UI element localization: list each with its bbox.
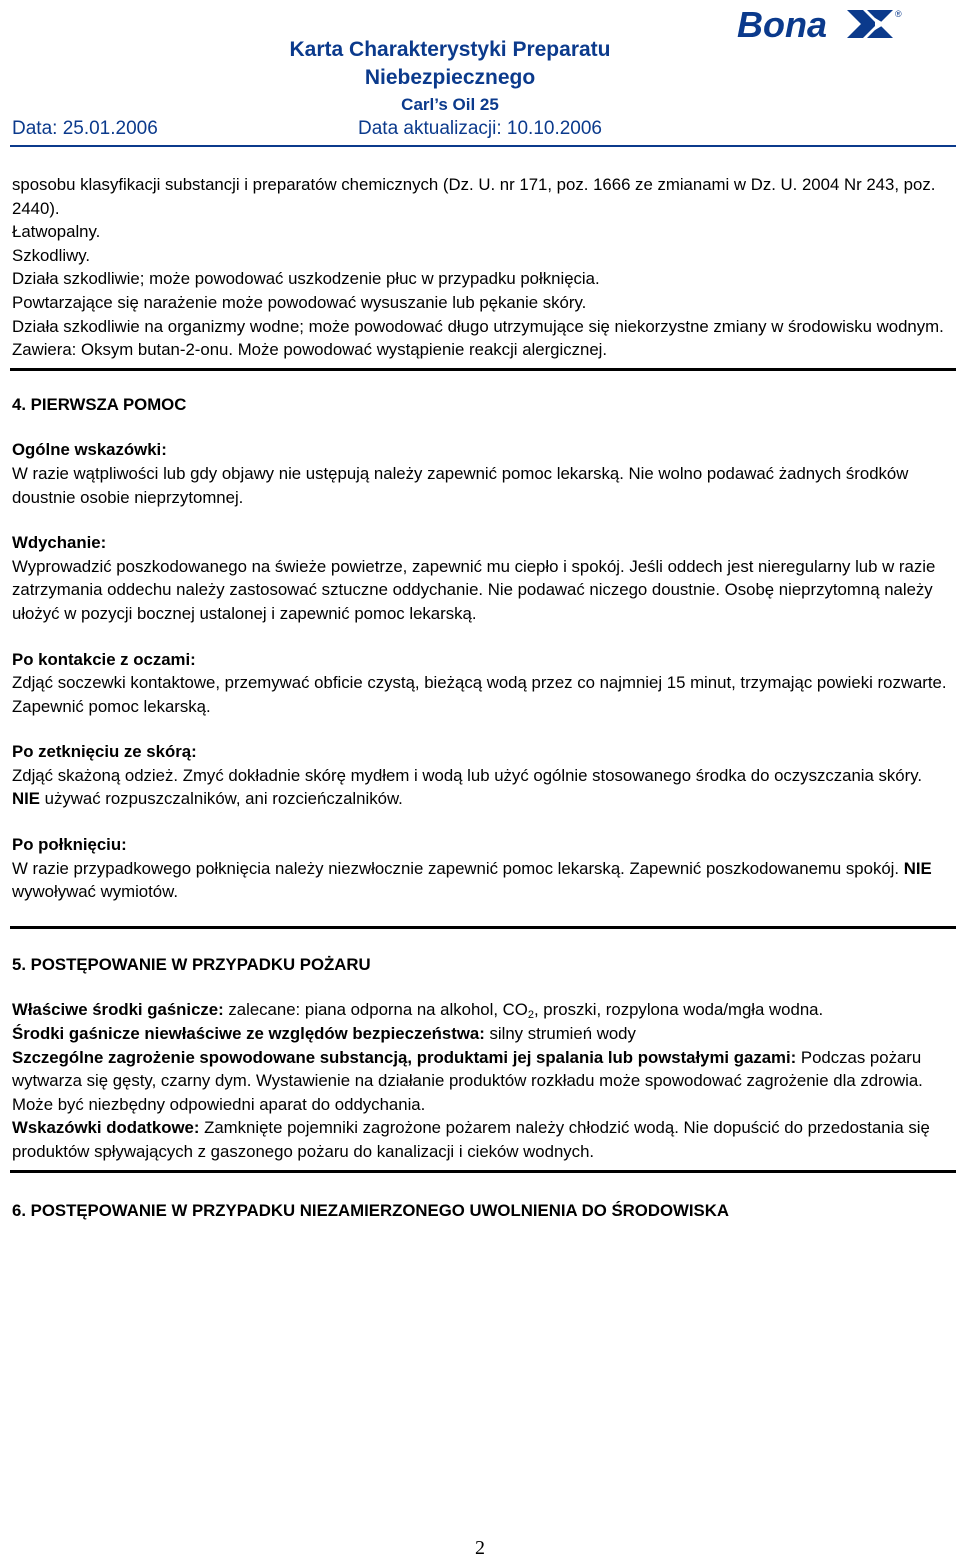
header-divider (10, 145, 956, 147)
update-date: Data aktualizacji: 10.10.2006 (358, 118, 602, 139)
page-header (0, 0, 960, 150)
extinguishing-media-text: , proszki, rozpylona woda/mgła wodna. (533, 1000, 824, 1020)
bona-logo-icon (735, 4, 907, 44)
eye-contact-text: Zdjąć soczewki kontaktowe, przemywać obficie czystą, bieżącą wodą przez co najmniej 15 minut, trzymając powieki rozwarte. Zapewnić pomoc lekarską. (12, 673, 947, 716)
general-advice-text: W razie wątpliwości lub gdy objawy nie ustępują należy zapewnić pomoc lekarską. Nie wolno podawać żadnych środków doustnie osobie nieprzytomnej. (12, 463, 909, 507)
eye-contact-heading: Po kontakcie z oczami: (12, 649, 196, 669)
inhalation-text: Wyprowadzić poszkodowanego na świeże powietrze, zapewnić mu ciepło i spokój. Jeśli oddech jest nieregularny lub w razie zatrzymania oddechu należy zastosować sztuczne oddychanie. Nie podawać niczego doustnie. Osobę nieprzytomną należy ułożyć w pozycji bocznej ustalonej i zapewnić pomoc lekarską. (12, 556, 936, 623)
text-line: sposobu klasyfikacji substancji i preparatów chemicznych (Dz. U. nr 171, poz. 1666 ze zmianami w Dz. U. 2004 Nr 243, poz. 2440). (12, 175, 936, 218)
extinguishing-media-label: Właściwe środki gaśnicze: (12, 1000, 224, 1020)
extinguishing-media (12, 998, 952, 1022)
section-6-title: 6. POSTĘPOWANIE W PRZYPADKU NIEZAMIERZONEGO UWOLNIENIA DO ŚRODOWISKA (12, 1200, 729, 1220)
text-line: Szkodliwy. (12, 245, 91, 265)
issue-date: Data: 25.01.2006 (12, 118, 158, 139)
text-line: Łatwopalny. (12, 222, 101, 242)
skin-text-part: używać rozpuszczalników, ani rozcieńczalników. (39, 789, 403, 809)
unsuitable-media (12, 1022, 952, 1046)
unsuitable-media-text: silny strumień wody (484, 1024, 636, 1044)
co2-subscript: 2 (527, 1009, 534, 1022)
skin-warning: NIE (12, 789, 40, 809)
section-divider (10, 1170, 956, 1173)
additional-advice (12, 1116, 952, 1163)
additional-advice-label: Wskazówki dodatkowe: (12, 1118, 200, 1138)
page-number: 2 (475, 1537, 485, 1559)
product-name: Carl’s Oil 25 (401, 95, 499, 114)
unsuitable-media-label: Środki gaśnicze niewłaściwe ze względów bezpieczeństwa: (12, 1024, 485, 1044)
text-line: Działa szkodliwie na organizmy wodne; może powodować długo utrzymujące się niekorzystne zmiany w środowisku wodnym. (12, 316, 944, 336)
extinguishing-media-text: zalecane: piana odporna na alkohol, CO (223, 1000, 528, 1020)
document-body (12, 173, 952, 1222)
special-hazards (12, 1046, 952, 1117)
ingestion-text (12, 857, 952, 904)
ingestion-warning: NIE (903, 858, 932, 878)
text-line: Zawiera: Oksym butan-2-onu. Może powodować wystąpienie reakcji alergicznej. (12, 340, 608, 360)
general-advice-heading: Ogólne wskazówki: (12, 440, 167, 460)
ingestion-text-part: wywoływać wymiotów. (12, 882, 178, 902)
ingestion-text-part: W razie przypadkowego połknięcia należy niezwłocznie zapewnić pomoc lekarską. Zapewnić poszkodowanemu spokój. (12, 858, 904, 878)
section-divider (10, 368, 956, 371)
special-hazards-label: Szczególne zagrożenie spowodowane substancją, produktami jej spalania lub powstałymi gazami: (12, 1047, 797, 1067)
skin-contact-text (12, 764, 952, 811)
inhalation-heading: Wdychanie: (12, 533, 107, 553)
document-title-line2: Niebezpiecznego (364, 66, 536, 89)
skin-contact-heading: Po zetknięciu ze skórą: (12, 742, 197, 762)
special-hazards-text: Podczas pożaru wytwarza się gęsty, czarny dym. Wystawienie na działanie produktów rozkładu może spowodować zagrożenie dla zdrowia. Może być niezbędny odpowiedni aparat do oddychania. (12, 1047, 923, 1114)
logo-x-mark (847, 10, 893, 38)
logo-wordmark: Bona (737, 4, 827, 44)
text-line: Działa szkodliwie; może powodować uszkodzenie płuc w przypadku połknięcia. (12, 269, 600, 289)
skin-text-part: Zdjąć skażoną odzież. Zmyć dokładnie skórę mydłem i wodą lub użyć ogólnie stosowanego środka do oczyszczania skóry. (12, 765, 923, 785)
document-title: Karta Charakterystyki Preparatu (289, 38, 611, 61)
additional-advice-text: Zamknięte pojemniki zagrożone pożarem należy chłodzić wodą. Nie dopuścić do przedostania się produktów spływających z gaszonego pożaru do kanalizacji i cieków wodnych. (12, 1118, 930, 1161)
section-4-title: 4. PIERWSZA POMOC (12, 394, 187, 414)
section-divider (10, 926, 956, 929)
section-5-title: 5. POSTĘPOWANIE W PRZYPADKU POŻARU (12, 954, 371, 974)
logo-registered-mark: ® (895, 9, 902, 19)
text-line: Powtarzające się narażenie może powodować wysuszanie lub pękanie skóry. (12, 292, 587, 312)
ingestion-heading: Po połknięciu: (12, 835, 127, 855)
